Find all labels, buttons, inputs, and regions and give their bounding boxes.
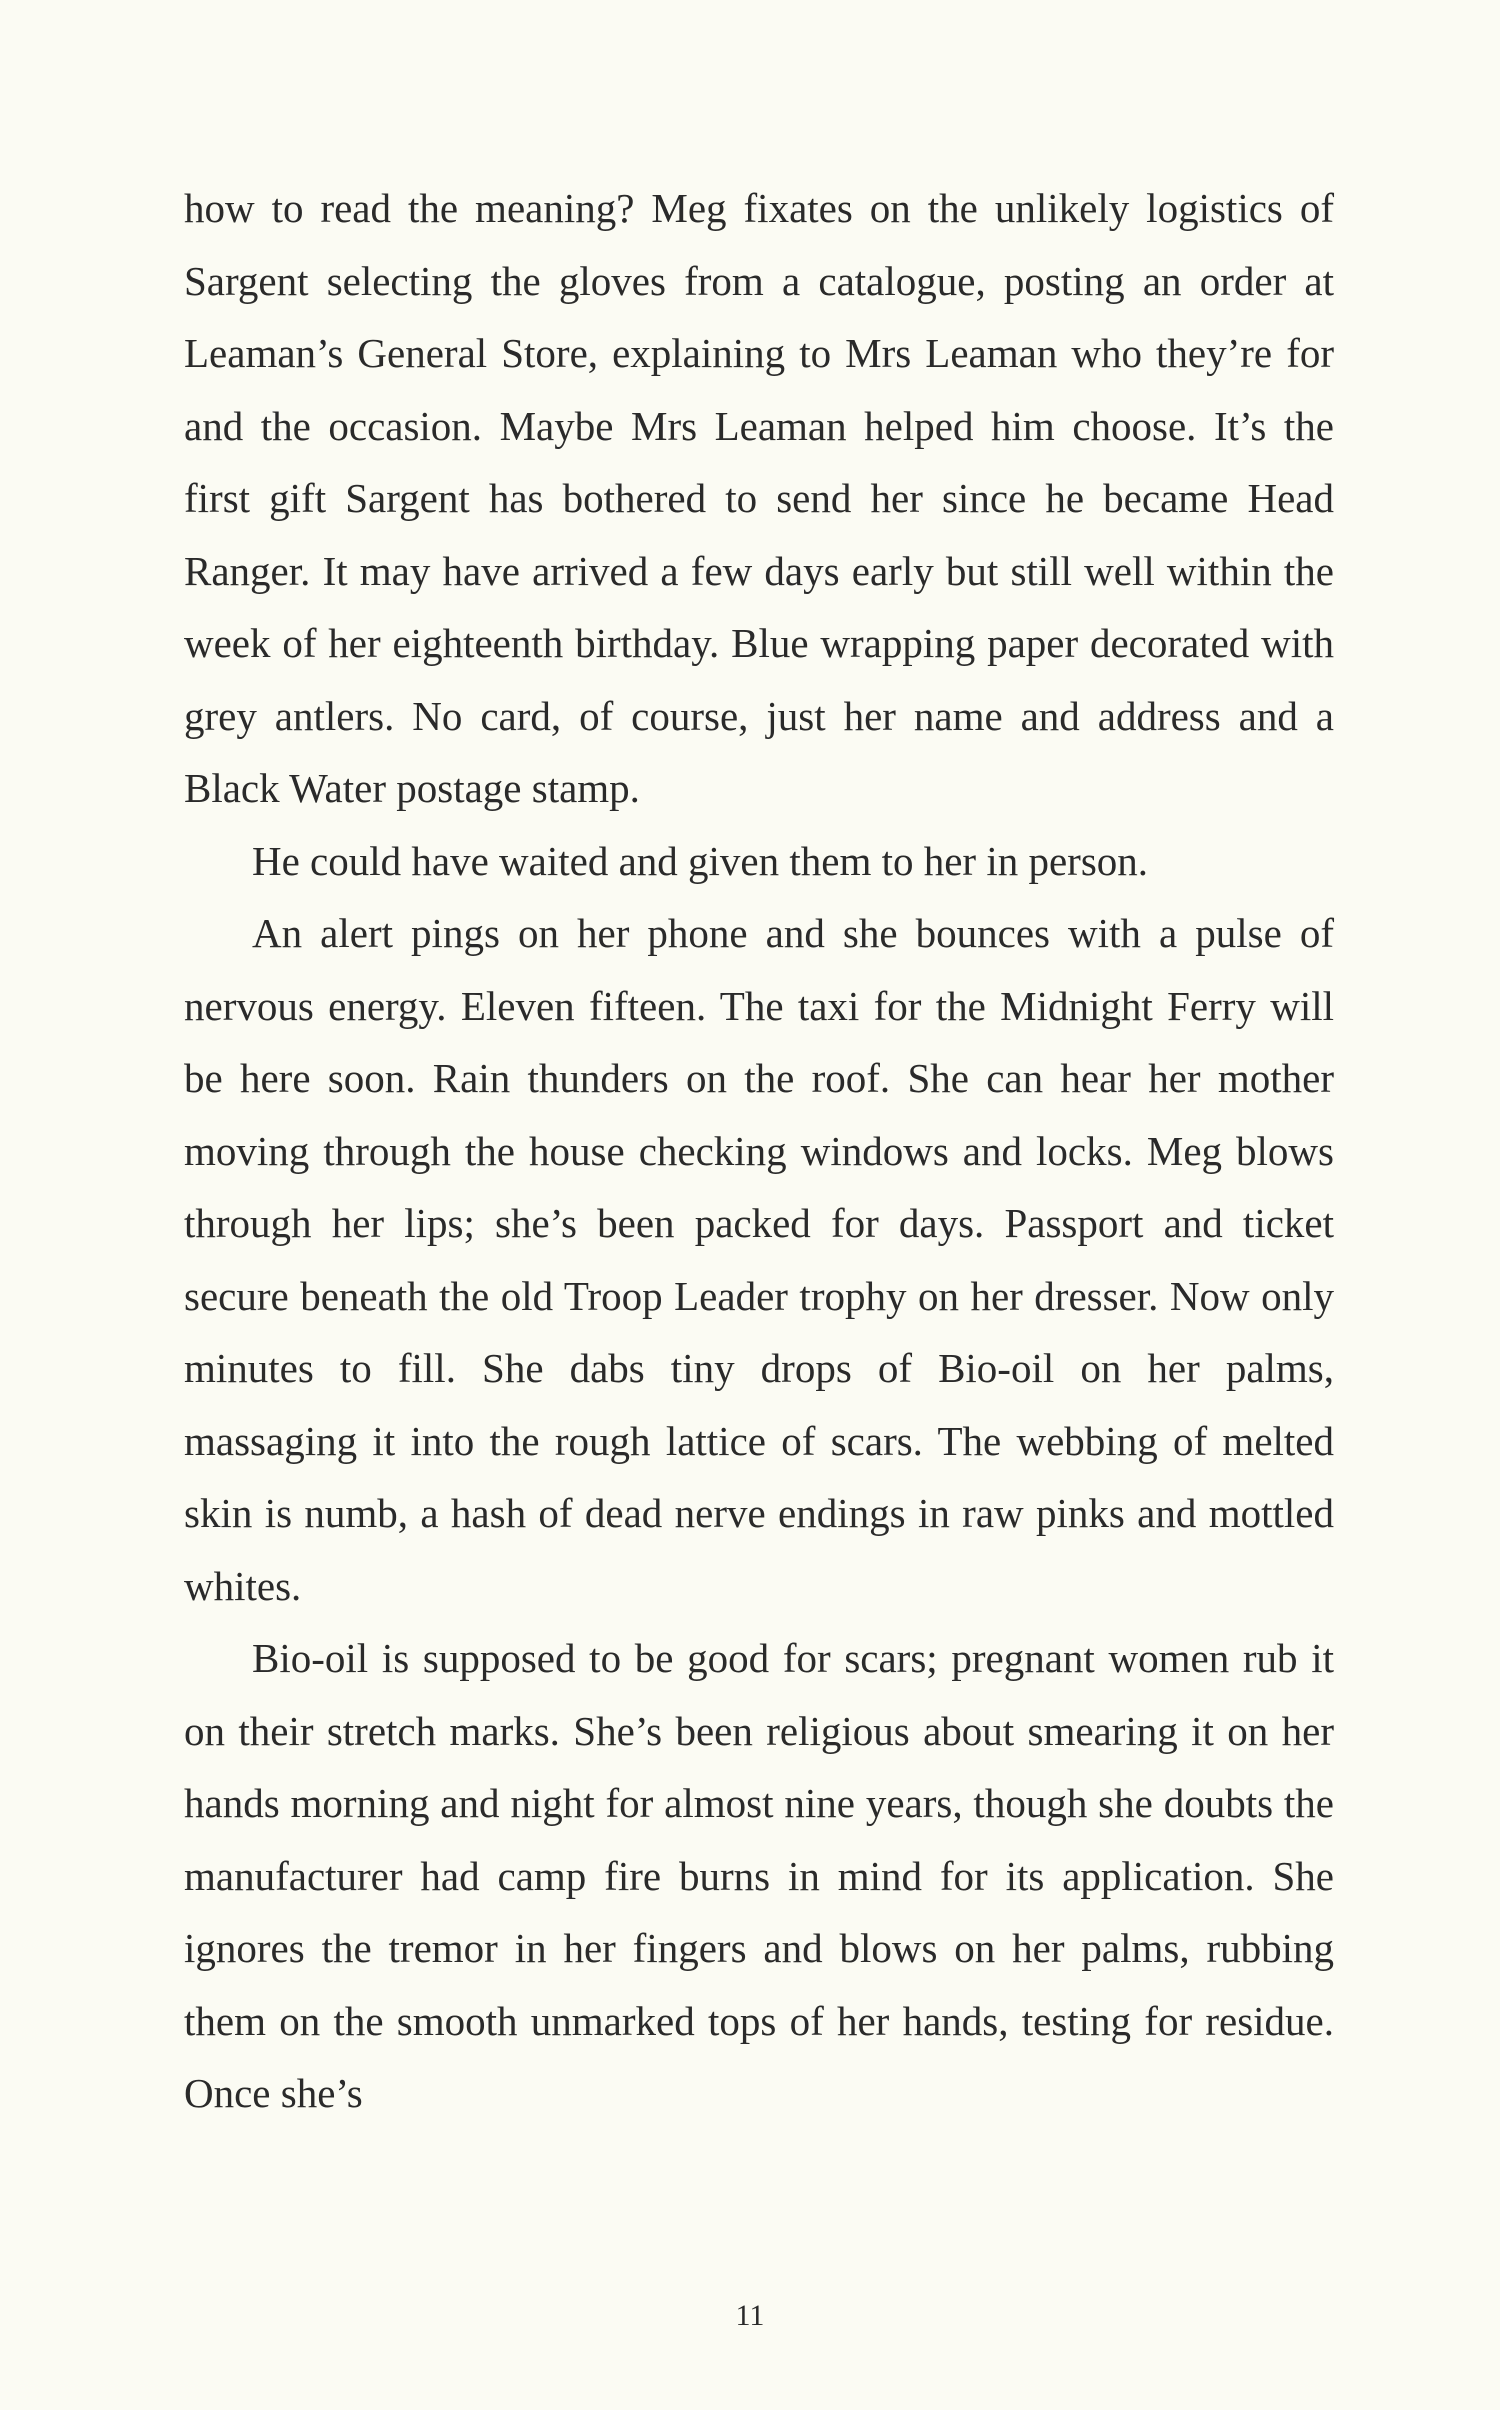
paragraph-1: how to read the meaning? Meg fixates on the unlikely logistics of Sargent selecting the gloves from a catalogue, posting an order at Leaman’s General Store, explaining to Mrs Leaman who they’re for and the occasion. Maybe Mrs Leaman helped him choose. It’s the first gift Sargent has bothered to send her since he became Head Ranger. It may have arrived a few days early but still well within the week of her eighteenth birthday. Blue wrapping paper decorated with grey antlers. No card, of course, just her name and address and a Black Water postage stamp. xyxy=(184,185,1334,811)
paragraph-2: He could have waited and given them to her in person. xyxy=(252,837,1149,884)
paragraph-4: Bio-oil is supposed to be good for scars; pregnant women rub it on their stretch marks. She’s been religious about smearing it on her hands morning and night for almost nine years, though she doubts the manufacturer had camp fire burns in mind for its application. She ignores the tremor in her fingers and blows on her palms, rubbing them on the smooth unmarked tops of her hands, testing for residue. Once she’s xyxy=(184,1635,1334,2116)
page-number: 11 xyxy=(735,2299,765,2332)
paragraph-3: An alert pings on her phone and she bounces with a pulse of nervous energy. Eleven fifteen. The taxi for the Midnight Ferry will be here soon. Rain thunders on the roof. She can hear her mother moving through the house checking windows and locks. Meg blows through her lips; she’s been packed for days. Passport and ticket secure beneath the old Troop Leader trophy on her dresser. Now only minutes to fill. She dabs tiny drops of Bio-oil on her palms, massaging it into the rough lattice of scars. The webbing of melted skin is numb, a hash of dead nerve endings in raw pinks and mottled whites. xyxy=(184,910,1334,1609)
body-text xyxy=(184,172,1334,2130)
